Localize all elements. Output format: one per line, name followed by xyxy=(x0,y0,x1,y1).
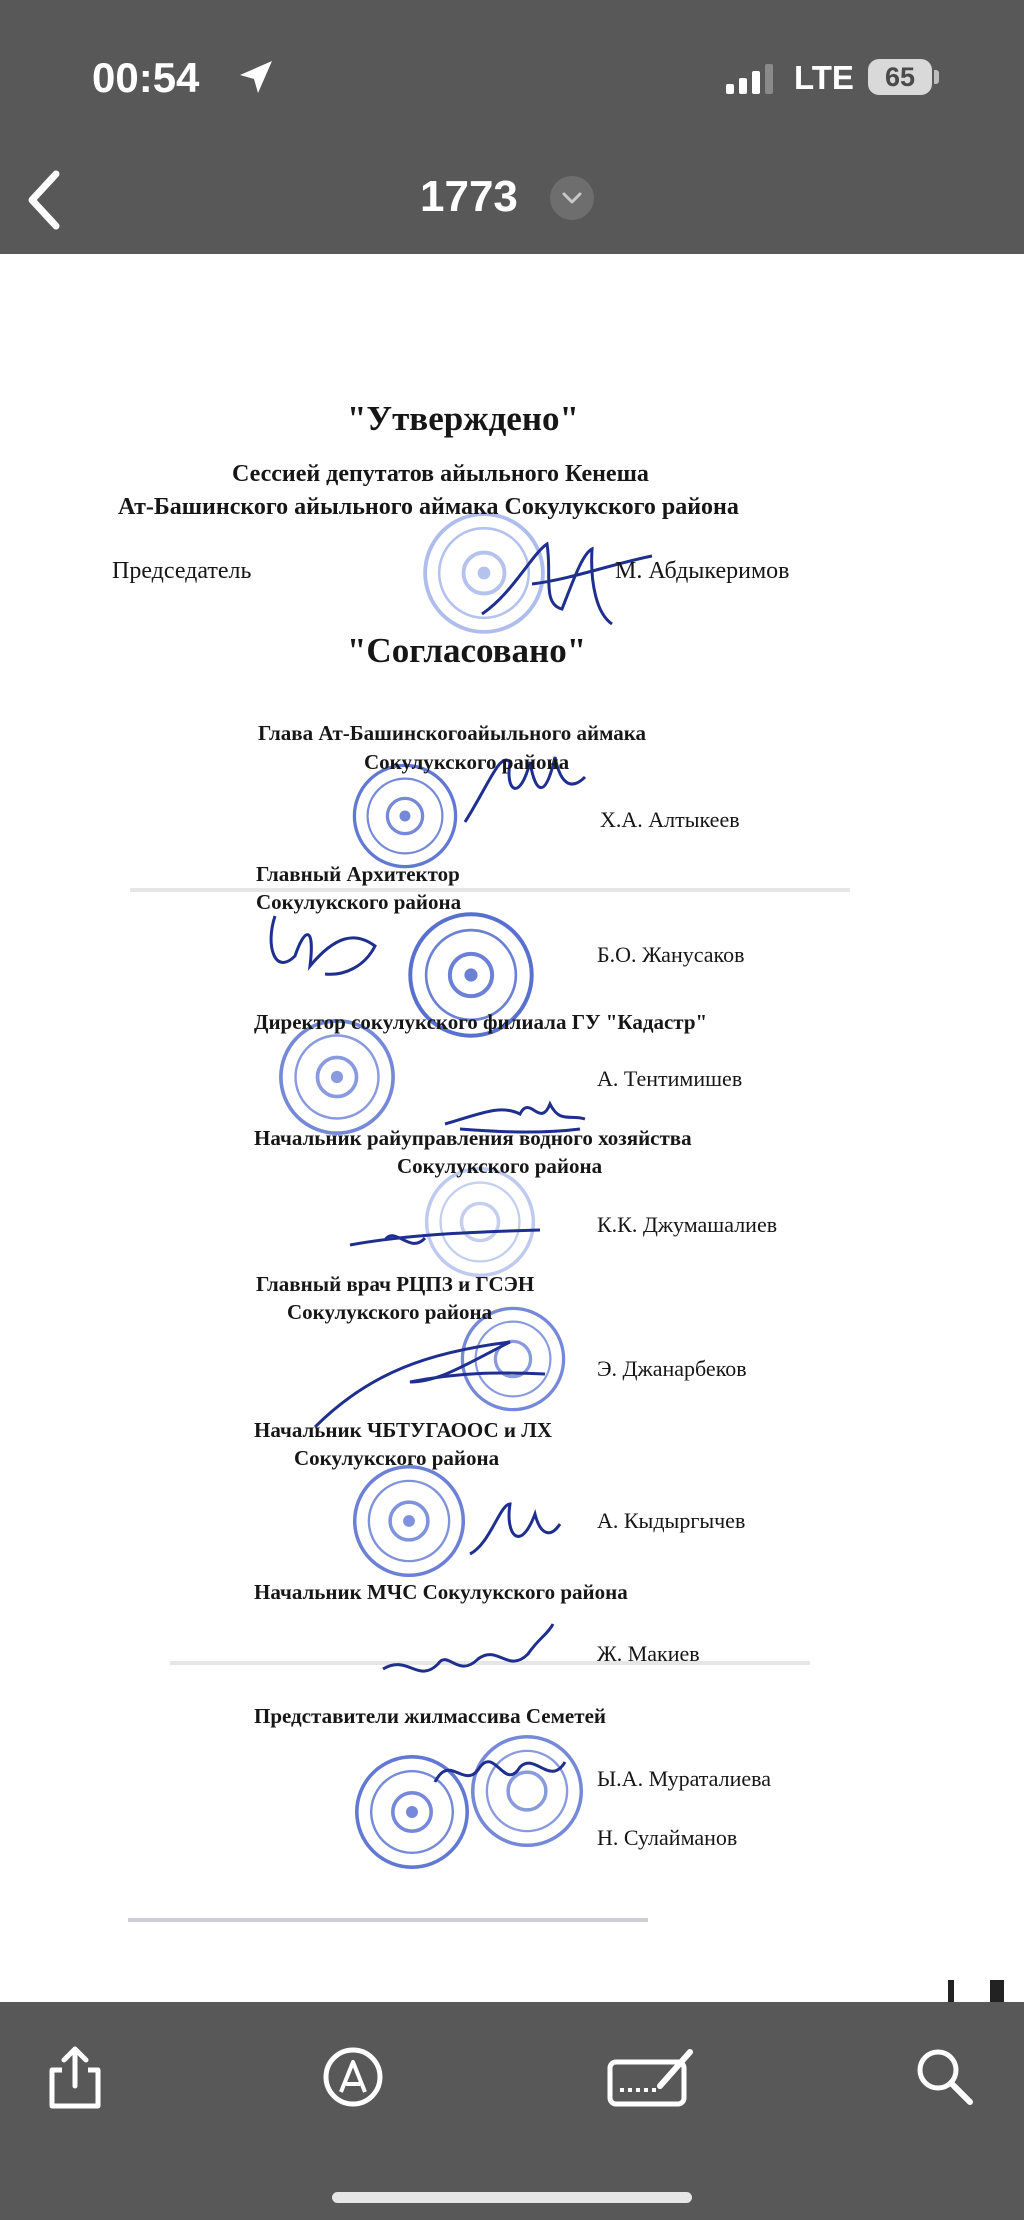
signatory-title: Главный Архитектор xyxy=(256,862,460,886)
signature xyxy=(465,1494,565,1564)
status-time: 00:54 xyxy=(92,54,200,101)
signatory-name: Б.О. Жанусаков xyxy=(597,942,745,967)
scan-fold-line xyxy=(130,888,850,892)
official-stamp xyxy=(350,761,460,871)
approved-heading: "Утверждено" xyxy=(347,399,579,438)
chair-name: М. Абдыкеримов xyxy=(615,558,790,584)
signature xyxy=(430,1742,570,1802)
markup-icon[interactable] xyxy=(318,2042,388,2112)
top-bar xyxy=(0,0,1024,254)
bottom-toolbar xyxy=(0,2002,1024,2220)
signatory-title: Глава Ат-Башинскогоайыльного аймака xyxy=(258,721,647,745)
back-chevron-icon[interactable] xyxy=(18,164,74,236)
agreed-heading: "Согласовано" xyxy=(347,631,587,670)
signatory-name: А. Тентимишев xyxy=(597,1066,743,1091)
chair-label: Председатель xyxy=(112,558,252,584)
signatory-name: Х.А. Алтыкеев xyxy=(600,807,740,832)
signature xyxy=(310,1332,550,1432)
signatory-title: Представители жилмассива Семетей xyxy=(254,1704,606,1728)
home-indicator[interactable] xyxy=(332,2192,692,2203)
signatory-name: Ж. Макиев xyxy=(597,1641,700,1666)
next-page-edge xyxy=(990,1980,1004,2002)
signatory-title: Главный врач РЦПЗ и ГСЭН xyxy=(256,1272,535,1296)
signature xyxy=(255,906,385,986)
signatory-name: А. Кыдыргычев xyxy=(597,1508,746,1533)
location-arrow-icon xyxy=(236,57,276,97)
next-page-edge xyxy=(948,1980,954,2002)
signatory-title: Сокулукского района xyxy=(397,1154,603,1178)
approved-by-line: Сессией депутатов айыльного Кенеша xyxy=(232,461,649,487)
signatory-name: Ы.А. Мураталиева xyxy=(597,1766,772,1791)
chevron-down-icon[interactable] xyxy=(550,176,594,220)
signatory-title: Начальник райуправления водного хозяйства xyxy=(254,1126,692,1150)
signature-icon[interactable] xyxy=(606,2042,696,2112)
signatory-title: Сокулукского района xyxy=(364,750,570,774)
official-stamp xyxy=(350,1462,468,1580)
search-icon[interactable] xyxy=(910,2042,980,2112)
signature xyxy=(345,1210,545,1260)
battery-indicator: 65 xyxy=(868,59,932,95)
approved-by-line: Ат-Башинского айыльного аймака Сокулукского района xyxy=(118,494,739,520)
signatory-title: Директор сокулукского филиала ГУ "Кадастр" xyxy=(254,1010,708,1034)
share-icon[interactable] xyxy=(40,2042,110,2112)
signatory-name: Н. Сулайманов xyxy=(597,1825,738,1850)
signatory-title: Сокулукского района xyxy=(287,1300,493,1324)
signatory-name: К.К. Джумашалиев xyxy=(597,1212,778,1237)
scan-fold-line xyxy=(128,1918,648,1922)
signatory-title: Начальник МЧС Сокулукского района xyxy=(254,1580,628,1604)
signatory-title: Сокулукского района xyxy=(294,1446,500,1470)
signatory-name: Э. Джанарбеков xyxy=(597,1356,747,1381)
signature xyxy=(378,1614,558,1694)
cellular-signal-icon xyxy=(724,62,780,96)
document-title[interactable]: 1773 xyxy=(420,172,518,221)
signatory-title: Сокулукского района xyxy=(256,890,462,914)
signatory-title: Начальник ЧБТУГАООС и ЛХ xyxy=(254,1418,553,1442)
battery-cap xyxy=(934,70,939,84)
document-page xyxy=(0,254,1024,2002)
network-type: LTE xyxy=(794,59,854,96)
